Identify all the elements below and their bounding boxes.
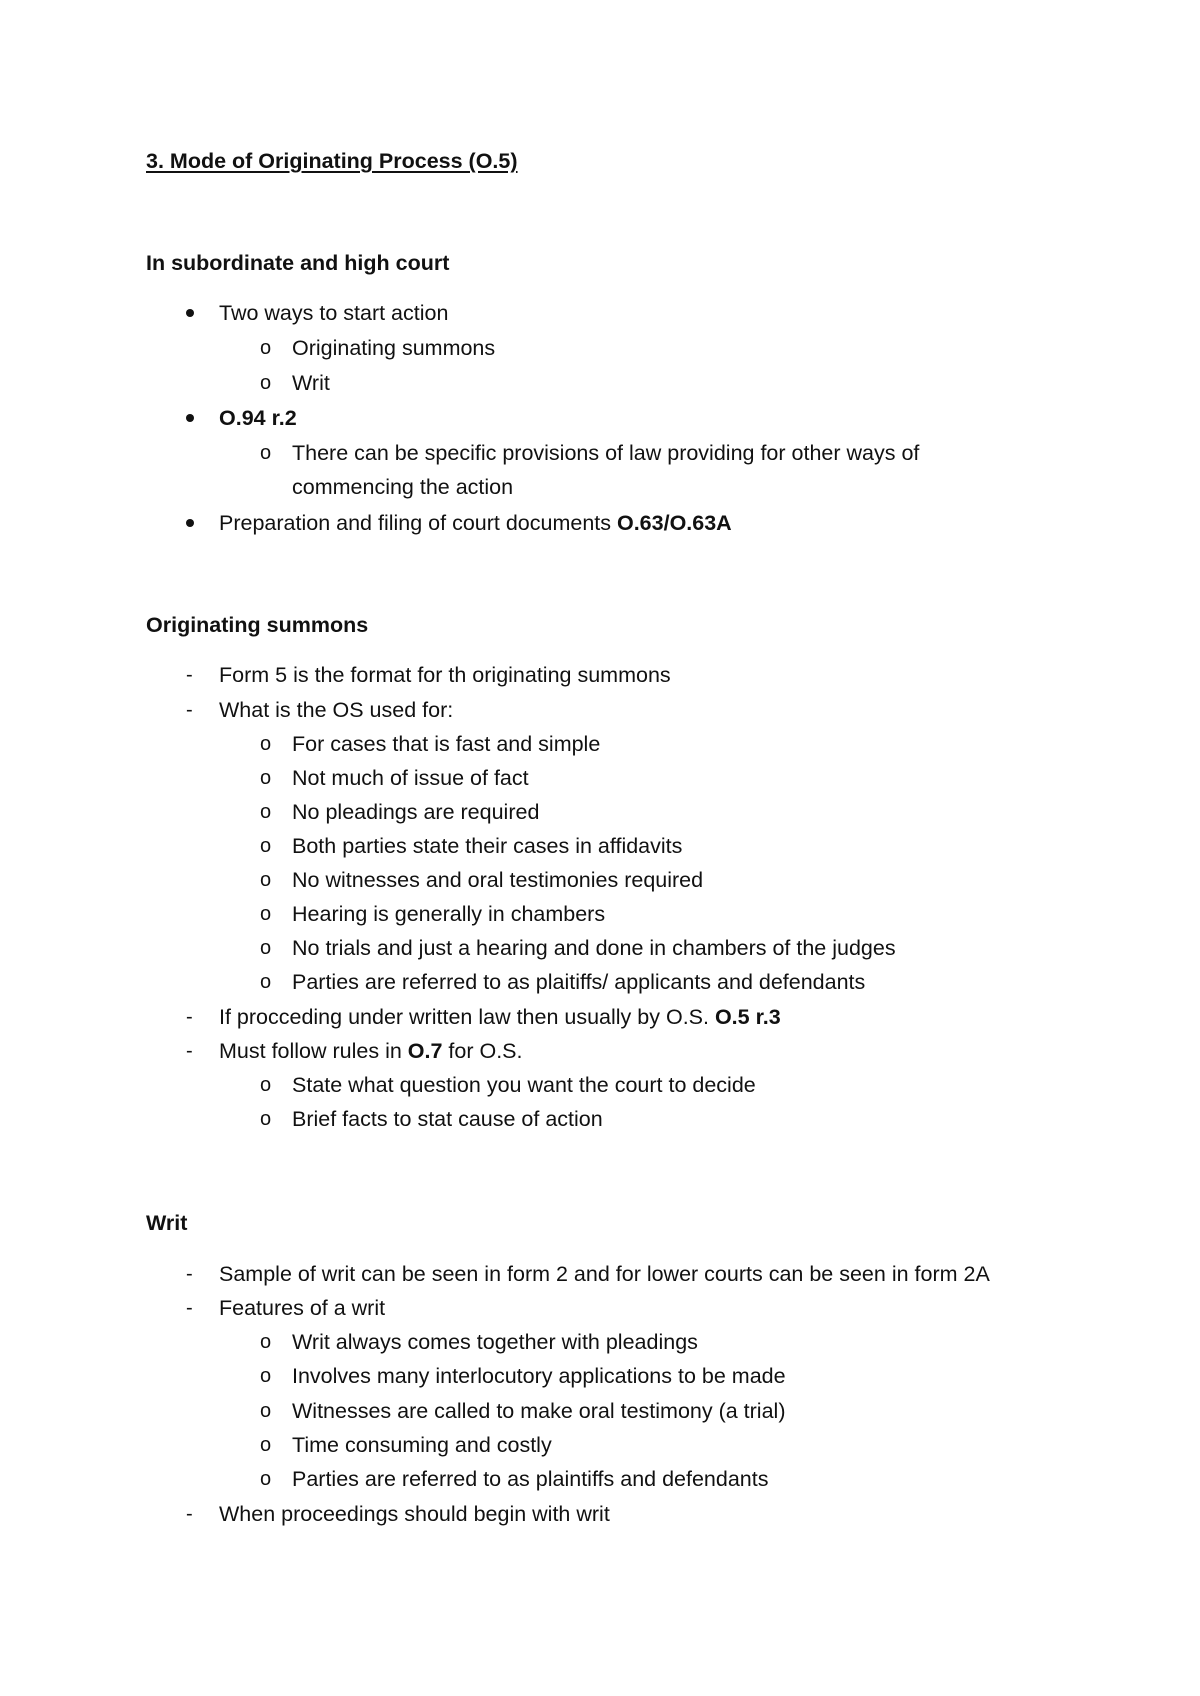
circle-bullet-icon: o [260, 337, 272, 359]
list-item [219, 1041, 523, 1063]
circle-bullet-icon: o [260, 1365, 272, 1387]
list-item: Writ always comes together with pleadings [292, 1330, 698, 1354]
rule-reference: O.63/O.63A [616, 511, 732, 535]
circle-bullet-icon: o [260, 903, 272, 925]
list-item: Originating summons [292, 336, 496, 360]
item-text: If procceding under written law then usually by O.S. [219, 1005, 715, 1029]
circle-bullet-icon: o [260, 1400, 272, 1422]
circle-bullet-icon: o [260, 767, 272, 789]
list-item: No trials and just a hearing and done in chambers of the judges [292, 936, 896, 960]
section-heading-writ: Writ [146, 1211, 188, 1235]
bullet-dot-icon [186, 414, 194, 422]
section-heading-originating-summons: Originating summons [146, 613, 369, 637]
item-text: for O.S. [442, 1039, 523, 1063]
dash-bullet-icon: - [186, 1040, 193, 1062]
circle-bullet-icon: o [260, 801, 272, 823]
list-item: Involves many interlocutory applications to be made [292, 1364, 786, 1388]
list-item: Form 5 is the format for th originating summons [219, 663, 671, 687]
list-item: Sample of writ can be seen in form 2 and for lower courts can be seen in form 2A [219, 1262, 990, 1286]
dash-bullet-icon: - [186, 664, 193, 686]
list-item: Parties are referred to as plaintiffs and defendants [292, 1467, 769, 1491]
list-item: Both parties state their cases in affidavits [292, 834, 683, 858]
dash-bullet-icon: - [186, 699, 193, 721]
list-item: No witnesses and oral testimonies required [292, 868, 704, 892]
circle-bullet-icon: o [260, 1468, 272, 1490]
dash-bullet-icon: - [186, 1006, 193, 1028]
list-item: Brief facts to stat cause of action [292, 1107, 603, 1131]
rule-reference: O.7 [407, 1039, 443, 1063]
list-item: What is the OS used for: [219, 698, 454, 722]
list-item: Features of a writ [219, 1296, 386, 1320]
list-item [219, 1007, 781, 1029]
circle-bullet-icon: o [260, 1108, 272, 1130]
dash-bullet-icon: - [186, 1263, 193, 1285]
circle-bullet-icon: o [260, 1434, 272, 1456]
rule-reference: O.5 r.3 [714, 1005, 781, 1029]
list-item: Parties are referred to as plaitiffs/ applicants and defendants [292, 970, 866, 994]
list-item: State what question you want the court to decide [292, 1073, 756, 1097]
list-item: No pleadings are required [292, 800, 540, 824]
list-item: Witnesses are called to make oral testimony (a trial) [292, 1399, 786, 1423]
list-item: Time consuming and costly [292, 1433, 552, 1457]
list-item: Not much of issue of fact [292, 766, 529, 790]
list-item: For cases that is fast and simple [292, 732, 601, 756]
list-item-continuation: commencing the action [292, 475, 514, 499]
page-title: 3. Mode of Originating Process (O.5) [146, 149, 518, 173]
circle-bullet-icon: o [260, 372, 272, 394]
bullet-dot-icon [186, 309, 194, 317]
circle-bullet-icon: o [260, 733, 272, 755]
section-heading-court: In subordinate and high court [146, 251, 450, 275]
dash-bullet-icon: - [186, 1297, 193, 1319]
list-item: Hearing is generally in chambers [292, 902, 606, 926]
item-text: Preparation and filing of court documents [219, 511, 617, 535]
circle-bullet-icon: o [260, 442, 272, 464]
circle-bullet-icon: o [260, 835, 272, 857]
dash-bullet-icon: - [186, 1503, 193, 1525]
list-item: O.94 r.2 [219, 406, 297, 430]
list-item: Two ways to start action [219, 301, 449, 325]
circle-bullet-icon: o [260, 1331, 272, 1353]
item-text: Must follow rules in [219, 1039, 408, 1063]
bullet-dot-icon [186, 519, 194, 527]
list-item: When proceedings should begin with writ [219, 1502, 610, 1526]
list-item: There can be specific provisions of law providing for other ways of [292, 441, 920, 465]
circle-bullet-icon: o [260, 869, 272, 891]
circle-bullet-icon: o [260, 1074, 272, 1096]
list-item: Writ [292, 371, 330, 395]
circle-bullet-icon: o [260, 937, 272, 959]
list-item [219, 513, 732, 535]
circle-bullet-icon: o [260, 971, 272, 993]
